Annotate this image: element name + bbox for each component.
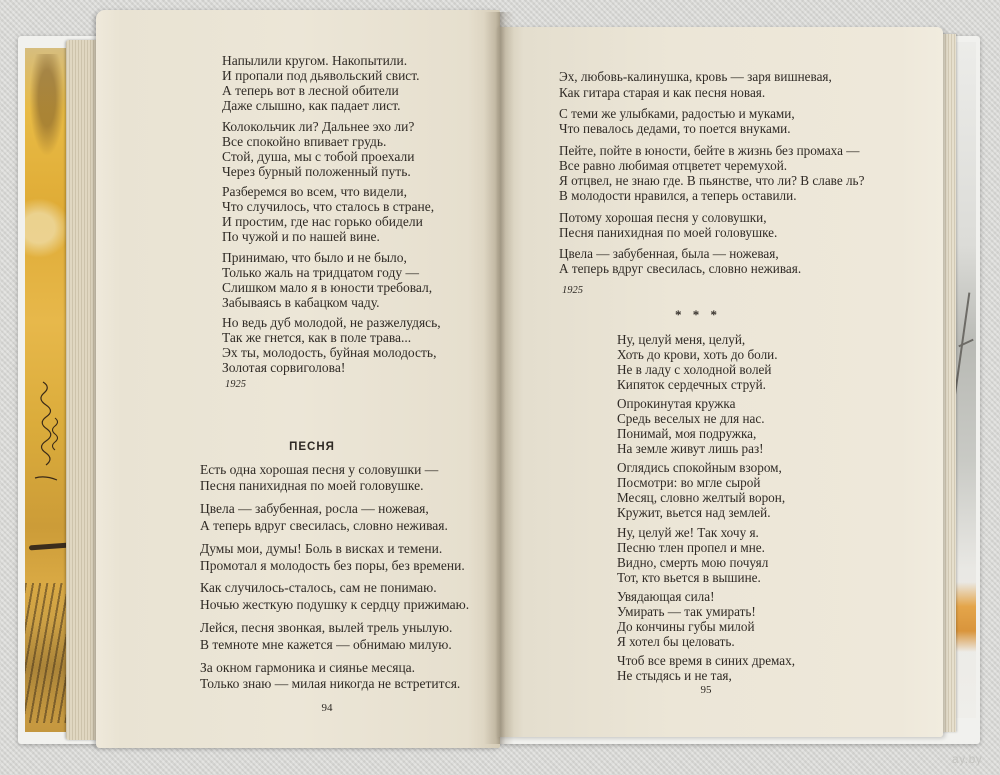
cover-handwriting-scribble [29,378,67,513]
poem-date: 1925 [562,285,583,296]
stanza [222,315,441,375]
stanza [200,620,469,654]
poem-line: Видно, смерть мою почуял [617,554,769,570]
poem-line: Промотал я молодость без поры, без времени. [200,557,465,573]
poem-line: Все равно любимая отцветет черемухой. [559,157,788,173]
poem-line: С теми же улыбками, радостью и муками, [559,105,795,121]
poem-song-continued [559,69,864,276]
stanza [222,53,441,113]
stanza [559,210,864,240]
poem-line: Цвела — забубенная, росла — ножевая, [200,501,429,517]
illustration-bushes [25,583,71,723]
poem-line: Посмотри: во мгле сырой [617,475,761,491]
poem-line: А теперь вдруг свесилась, словно неживая. [559,261,802,277]
illustration-patch [25,198,71,258]
poem-line: Кипяток сердечных струй. [617,376,766,392]
poem-line: Забываясь в кабацком чаду. [222,294,380,310]
section-divider-asterisks: * * * [675,307,721,322]
poem-title: ПЕСНЯ [289,441,335,453]
poem-line: Но ведь дуб молодой, не разжелудясь, [222,315,441,330]
stanza [559,106,864,136]
stanza [617,460,795,520]
poem-line: Так же гнется, как в поле трава... [222,330,412,345]
poem-line: Даже слышно, как падает лист. [222,98,401,113]
poem-line: Слишком мало я в юности требовал, [222,279,433,295]
cover-illustration-left [25,48,71,732]
poem-line: Как гитара старая и как песня новая. [559,84,766,100]
poem-line: Месяц, словно желтый ворон, [617,490,786,506]
poem-line: Песню тлен пропел и мне. [617,539,765,555]
poem-line: Средь веселых не для нас. [617,410,765,426]
stanza [200,541,469,575]
poem-line: Как случилось-сталось, сам не понимаю. [200,580,437,596]
poem-line: Я хотел бы целовать. [617,634,735,650]
stanza [222,119,441,179]
stanza [200,580,469,614]
poem-line: На земле живут лишь раз! [617,440,764,456]
poem-line: Думы мои, думы! Боль в висках и темени. [200,540,443,556]
poem-line: Золотая сорвиголова! [222,360,346,375]
stanza [559,246,864,276]
poem-line: Понимай, моя подружка, [617,425,757,441]
poem-line: Что случилось, что сталось в стране, [222,199,435,214]
poem-line: Через бурный положенный путь. [222,163,411,179]
poem-line: Стой, душа, мы с тобой проехали [222,148,415,164]
poem-untitled [617,332,795,684]
stanza [617,653,795,683]
poem-line: Что певалось дедами, то поется внуками. [559,121,791,137]
poem-line: Напылили кругом. Накопытили. [222,53,408,68]
poem-line: В темноте мне кажется — обнимаю милую. [200,636,452,652]
poem-line: Песня панихидная по моей головушке. [559,224,778,240]
poem-line: И пропали под дьявольский свист. [222,68,420,83]
poem-line: Все спокойно впивает грудь. [222,133,387,149]
spine-shadow [484,12,514,744]
poem-line: Цвела — забубенная, была — ножевая, [559,246,779,262]
stanza [559,69,864,99]
watermark: ay.by [952,752,983,766]
illustration-brush-stroke [29,543,69,551]
poem-line: Эх, любовь-калинушка, кровь — заря вишневая, [559,69,832,85]
poem-line: Хоть до крови, хоть до боли. [617,346,778,362]
poem-line: Ночью жесткую подушку к сердцу прижимаю. [200,597,470,613]
page-number: 95 [700,684,712,696]
cover-illustration-right [954,42,976,718]
poem-ending [222,53,441,375]
poem-line: Я отцвел, не знаю где. В пьянстве, что ли? В славе ль? [559,172,865,188]
poem-song [200,462,469,694]
poem-line: Потому хорошая песня у соловушки, [559,209,767,225]
poem-line: Оглядись спокойным взором, [617,460,782,476]
poem-line: За окном гармоника и сиянье месяца. [200,659,416,675]
poem-line: Кружит, вьется над землей. [617,505,771,521]
illustration-foliage [27,54,67,164]
poem-line: Опрокинутая кружка [617,395,736,411]
stanza [617,589,795,649]
stanza [617,525,795,585]
poem-line: В молодости нравился, а теперь оставили. [559,188,797,204]
poem-line: Только жаль на тридцатом году — [222,264,419,280]
stanza [222,184,441,244]
stanza [200,660,469,694]
poem-line: Колокольчик ли? Дальнее эхо ли? [222,118,415,134]
poem-date: 1925 [225,379,246,390]
stanza [559,143,864,204]
poem-line: Чтоб все время в синих дремах, [617,653,796,669]
poem-line: Принимаю, что было и не было, [222,249,407,265]
stanza [617,332,795,392]
poem-line: Песня панихидная по моей головушке. [200,478,424,494]
stanza [617,396,795,456]
poem-line: Разберемся во всем, что видели, [222,184,407,199]
poem-line: По чужой и по нашей вине. [222,229,380,244]
poem-line: Есть одна хорошая песня у соловушки — [200,461,439,477]
poem-line: Увядающая сила! [617,589,715,605]
poem-line: И простим, где нас горько обидели [222,214,423,229]
poem-line: Тот, кто вьется в вышине. [617,569,761,585]
poem-line: Не стыдясь и не тая, [617,668,732,684]
poem-line: А теперь вдруг свесилась, словно неживая. [200,517,448,533]
illustration-branch [954,292,970,411]
poem-line: Не в ладу с холодной волей [617,361,772,377]
poem-line: А теперь вот в лесной обители [222,83,399,98]
poem-line: Эх ты, молодость, буйная молодость, [222,345,437,360]
stanza [200,462,469,496]
poem-line: Ну, целуй же! Так хочу я. [617,524,759,540]
poem-line: Лейся, песня звонкая, вылей трель унылую. [200,619,453,635]
poem-line: До кончины губы милой [617,619,755,635]
poem-line: Пейте, пойте в юности, бейте в жизнь без промаха — [559,142,860,158]
poem-line: Ну, целуй меня, целуй, [617,331,746,347]
stanza [222,250,441,310]
illustration-orange-patch [954,582,976,652]
poem-line: Умирать — так умирать! [617,604,756,620]
poem-line: Только знаю — милая никогда не встретится. [200,676,461,692]
page-number: 94 [321,702,333,714]
stanza [200,501,469,535]
